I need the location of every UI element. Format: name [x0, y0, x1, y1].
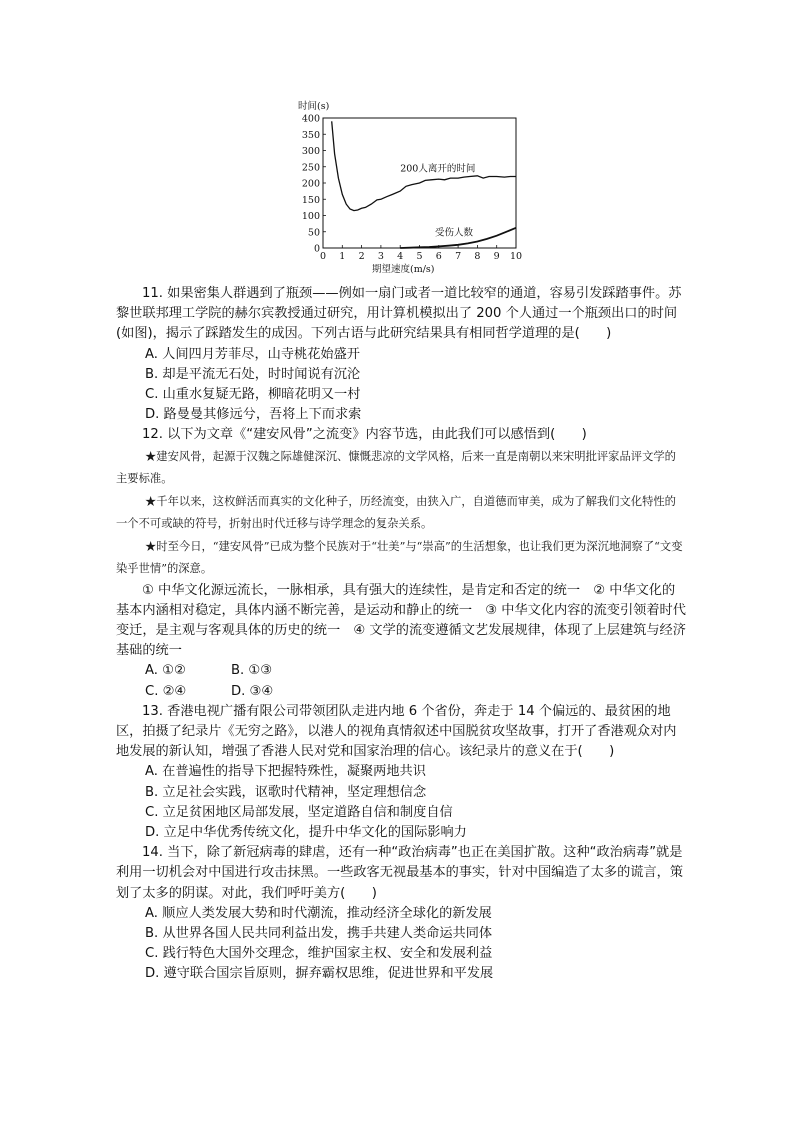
q12-stem: 12. 以下为文章《“建安风骨”之流变》内容节选，由此我们可以感悟到( ) — [142, 427, 587, 443]
q13-option-d: D. 立足中华优秀传统文化，提升中华文化的国际影响力 — [145, 825, 467, 841]
q11-option-b: B. 却是平流无石处，时时闻说有沉沦 — [145, 366, 361, 382]
series-label-1: 200人离开的时间 — [400, 163, 476, 175]
x-tick-label: 0 — [319, 251, 327, 262]
x-tick-label: 5 — [416, 251, 423, 262]
x-tick-label: 2 — [358, 251, 365, 262]
q11-option-d: D. 路曼曼其修远兮，吾将上下而求索 — [145, 407, 362, 423]
q11-stem: 11. 如果密集人群遇到了瓶颈——例如一扇门或者一道比较窄的通道，容易引发踩踏事件。苏黎世联邦理工学院的赫尔宾教授通过研究，用计算机模拟出了 200 个人通过一个瓶颈出口的时间(如图)，揭示了踩踏发生的成因。下列古语与此研究结果具有相同哲学道理的是( ) — [116, 286, 682, 342]
q14-option-c: C. 践行特色大国外交理念，维护国家主权、安全和发展利益 — [145, 946, 493, 962]
q14-option-b: B. 从世界各国人民共同利益出发，携手共建人类命运共同体 — [145, 926, 493, 942]
q12-options-row-2 — [116, 682, 686, 702]
q12-option-c: C. ②④ — [145, 683, 187, 699]
q13-option-c: C. 立足贫困地区局部发展，坚定道路自信和制度自信 — [145, 804, 453, 820]
x-tick-label: 7 — [455, 251, 462, 262]
question-content — [116, 284, 686, 985]
q12-quote-1: ★建安风骨，起源于汉魏之际雄健深沉、慷慨悲凉的文学风格，后来一直是南朝以来宋明批评家品评文学的主要标准。 — [116, 449, 676, 486]
q13-option-b: B. 立足社会实践，讴歌时代精神，坚定理想信念 — [145, 784, 427, 800]
q12-option-b: B. ①③ — [231, 663, 273, 679]
chart-svg — [296, 96, 526, 276]
x-tick-label: 6 — [435, 251, 442, 262]
q14-stem: 14. 当下，除了新冠病毒的肆虐，还有一种“政治病毒”也正在美国扩散。这种“政治病毒”就是利用一切机会对中国进行攻击抹黑。一些政客无视最基本的事实，针对中国编造了太多的谎言，策划了太多的阴谋。对此，我们呼吁美方( ) — [116, 845, 684, 901]
q12-quote-2: ★千年以来，这枚鲜活而真实的文化种子，历经流变，由狭入广，自道德而审美，成为了解我们文化特性的一个不可或缺的符号，折射出时代迁移与诗学理念的复杂关系。 — [116, 494, 676, 531]
q12-statements: ① 中华文化源远流长，一脉相承，具有强大的连续性，是肯定和否定的统一 ② 中华文化的基本内涵相对稳定，具体内涵不断完善，是运动和静止的统一 ③ 中华文化内容的流变引领着时代变迁，是主观与客观具体的历史的统一 ④ 文学的流变遵循文艺发展规律，体现了上层建筑与经济基础的统一 — [116, 582, 686, 659]
y-tick-label: 50 — [307, 227, 320, 239]
x-tick-label: 1 — [339, 251, 346, 262]
x-tick-label: 3 — [377, 251, 384, 262]
q11-option-c: C. 山重水复疑无路，柳暗花明又一村 — [145, 387, 361, 403]
x-tick-label: 9 — [493, 251, 500, 262]
x-axis-label: 期望速度(m/s) — [372, 264, 435, 275]
y-tick-label: 350 — [301, 129, 320, 141]
x-tick-label: 10 — [509, 251, 523, 262]
y-tick-label: 200 — [301, 178, 320, 190]
y-tick-label: 150 — [301, 194, 320, 206]
line-chart — [296, 96, 526, 276]
q12-quote-3: ★时至今日，“建安风骨”已成为整个民族对于“壮美”与“崇高”的生活想象，也让我们更为深沉地洞察了“文变染乎世情”的深意。 — [116, 539, 683, 576]
q11-option-a: A. 人间四月芳菲尽，山寺桃花始盛开 — [145, 346, 360, 362]
x-tick-label: 4 — [397, 251, 404, 262]
y-tick-label: 300 — [301, 146, 320, 157]
y-tick-label: 250 — [301, 162, 320, 174]
q14-option-a: A. 顺应人类发展大势和时代潮流，推动经济全球化的新发展 — [145, 905, 492, 921]
q12-option-a: A. ①② — [145, 663, 186, 679]
y-tick-label: 100 — [301, 211, 320, 222]
q12-options-row-1 — [116, 661, 686, 681]
q13-option-a: A. 在普遍性的指导下把握特殊性，凝聚两地共识 — [145, 764, 426, 780]
q14-option-d: D. 遵守联合国宗旨原则，摒弃霸权思维，促进世界和平发展 — [145, 966, 494, 982]
q12-option-d: D. ③④ — [231, 683, 274, 699]
x-tick-label: 8 — [474, 251, 481, 262]
series-label-2: 受伤人数 — [434, 227, 473, 239]
y-axis-label: 时间(s) — [298, 101, 330, 112]
q13-stem: 13. 香港电视广播有限公司带领团队走进内地 6 个省份，奔走于 14 个偏远的、最贫困的地区，拍摄了纪录片《无穷之路》，以港人的视角真情叙述中国脱贫攻坚故事，打开了香港观众对内地发展的新认知，增强了香港人民对党和国家治理的信心。该纪录片的意义在于( ) — [116, 703, 677, 760]
y-tick-label: 0 — [313, 243, 320, 255]
y-tick-label: 400 — [301, 113, 320, 125]
